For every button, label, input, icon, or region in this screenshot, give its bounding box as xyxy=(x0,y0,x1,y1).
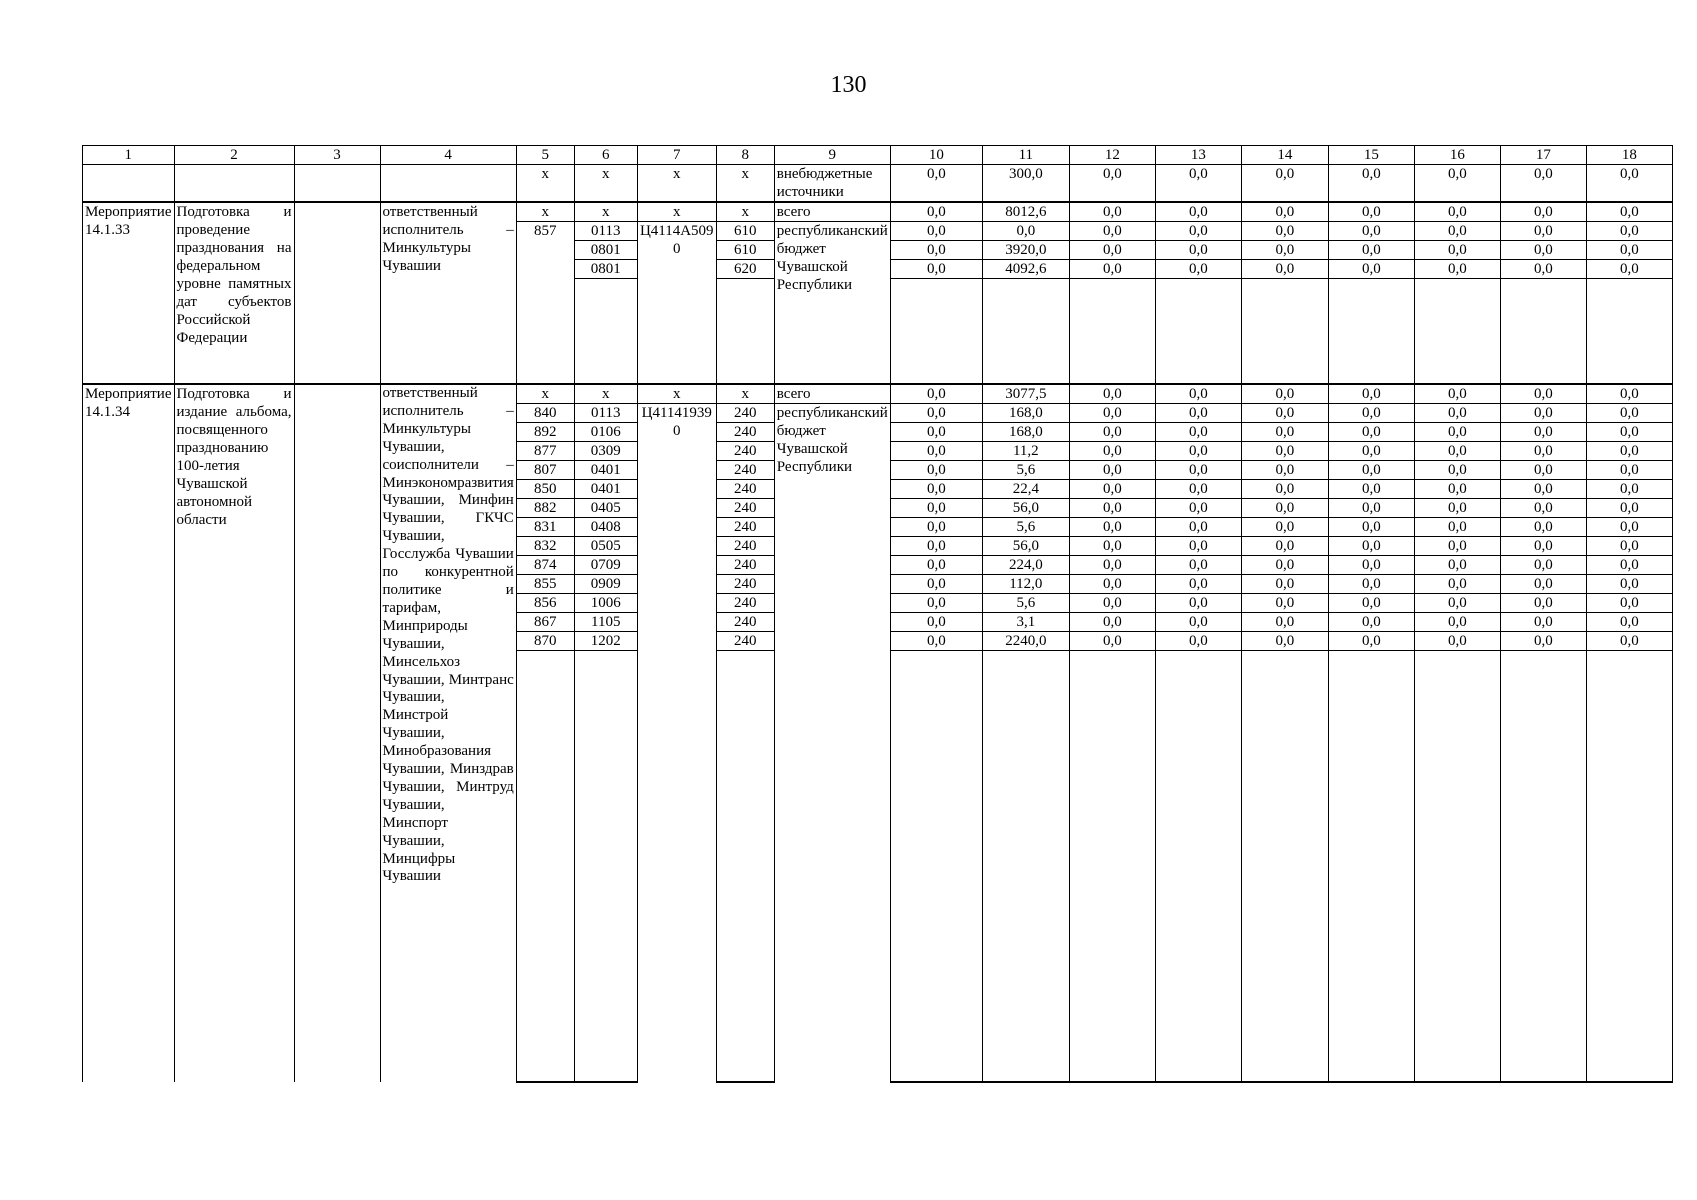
value-cell: 0,0 xyxy=(1586,575,1672,594)
value-cell: 0,0 xyxy=(1241,518,1328,537)
value-cell: 0,0 xyxy=(890,461,982,480)
value-cell: 0,0 xyxy=(1155,632,1241,651)
column-header: 12 xyxy=(1069,146,1155,165)
value-cell: 0,0 xyxy=(1069,499,1155,518)
value-cell: 0,0 xyxy=(1241,260,1328,279)
value-cell: 0,0 xyxy=(1069,461,1155,480)
value-cell: 0,0 xyxy=(1155,556,1241,575)
budget-table xyxy=(82,145,1673,1083)
expense-code: 240 xyxy=(716,556,774,575)
column-header: 18 xyxy=(1586,146,1672,165)
value-cell: 5,6 xyxy=(982,594,1069,613)
value-cell: 168,0 xyxy=(982,423,1069,442)
value-cell: 0,0 xyxy=(1155,202,1241,222)
value-cell: 0,0 xyxy=(1328,241,1414,260)
column-header: 8 xyxy=(716,146,774,165)
value-cell: 0,0 xyxy=(1241,423,1328,442)
section-code: 0113 xyxy=(574,222,637,241)
value-cell: 0,0 xyxy=(1500,165,1586,203)
gov-code: 840 xyxy=(516,404,574,423)
value-cell: 0,0 xyxy=(1414,202,1500,222)
value-cell: 224,0 xyxy=(982,556,1069,575)
value-cell: 0,0 xyxy=(1586,556,1672,575)
empty-cell xyxy=(1586,651,1672,1083)
value-cell: 0,0 xyxy=(1069,518,1155,537)
expense-code: 240 xyxy=(716,613,774,632)
value-cell: 4092,6 xyxy=(982,260,1069,279)
expense-code: 240 xyxy=(716,480,774,499)
value-cell: 0,0 xyxy=(1500,518,1586,537)
expense-code: 240 xyxy=(716,518,774,537)
expense-code: 610 xyxy=(716,241,774,260)
section-code: 0505 xyxy=(574,537,637,556)
value-cell: 0,0 xyxy=(1586,260,1672,279)
empty-cell xyxy=(982,651,1069,1083)
empty-cell xyxy=(1500,651,1586,1083)
value-cell: 0,0 xyxy=(1241,384,1328,404)
column-header: 9 xyxy=(774,146,890,165)
value-cell: 0,0 xyxy=(1155,384,1241,404)
section-code: 0405 xyxy=(574,499,637,518)
value-cell: 0,0 xyxy=(1241,480,1328,499)
column-header: 13 xyxy=(1155,146,1241,165)
value-cell: 0,0 xyxy=(890,404,982,423)
value-cell: 0,0 xyxy=(1155,241,1241,260)
empty-cell xyxy=(1414,651,1500,1083)
empty-cell xyxy=(1500,279,1586,385)
measure-number: Мероприятие 14.1.34 xyxy=(83,384,175,1082)
target-code: Ц4114А5090 xyxy=(637,222,716,385)
value-cell: 0,0 xyxy=(1500,404,1586,423)
value-cell: 22,4 xyxy=(982,480,1069,499)
value-cell: 0,0 xyxy=(1069,384,1155,404)
source-total: всего xyxy=(774,384,890,404)
value-cell: 0,0 xyxy=(1414,594,1500,613)
value-cell: 0,0 xyxy=(1069,165,1155,203)
value-cell: 0,0 xyxy=(890,518,982,537)
section-code: 0909 xyxy=(574,575,637,594)
gov-code: 832 xyxy=(516,537,574,556)
value-cell: 0,0 xyxy=(1328,613,1414,632)
value-cell: 0,0 xyxy=(1500,222,1586,241)
value-cell: 0,0 xyxy=(1069,404,1155,423)
table-row xyxy=(83,384,1673,404)
empty-cell xyxy=(1328,651,1414,1083)
value-cell: 0,0 xyxy=(1069,594,1155,613)
value-cell: 0,0 xyxy=(890,594,982,613)
gov-code: 856 xyxy=(516,594,574,613)
code-cell: x xyxy=(637,384,716,404)
value-cell: 2240,0 xyxy=(982,632,1069,651)
value-cell: 0,0 xyxy=(982,222,1069,241)
expense-code: 620 xyxy=(716,260,774,279)
value-cell: 0,0 xyxy=(1586,613,1672,632)
value-cell: 0,0 xyxy=(1155,442,1241,461)
column-header: 3 xyxy=(294,146,380,165)
value-cell: 112,0 xyxy=(982,575,1069,594)
value-cell: 0,0 xyxy=(1414,260,1500,279)
column-header: 6 xyxy=(574,146,637,165)
code-cell: x xyxy=(716,384,774,404)
value-cell: 0,0 xyxy=(1414,518,1500,537)
column-header: 10 xyxy=(890,146,982,165)
source-total: всего xyxy=(774,202,890,222)
value-cell: 0,0 xyxy=(890,480,982,499)
value-cell: 0,0 xyxy=(1241,556,1328,575)
value-cell: 0,0 xyxy=(1241,575,1328,594)
table-row xyxy=(83,146,1673,165)
value-cell: 0,0 xyxy=(1328,202,1414,222)
value-cell: 0,0 xyxy=(890,556,982,575)
value-cell: 0,0 xyxy=(1241,499,1328,518)
value-cell: 0,0 xyxy=(1500,442,1586,461)
value-cell: 0,0 xyxy=(1414,556,1500,575)
value-cell: 0,0 xyxy=(1069,632,1155,651)
code-cell: x xyxy=(637,165,716,203)
gov-code: 807 xyxy=(516,461,574,480)
code-cell: x xyxy=(716,165,774,203)
expense-code: 240 xyxy=(716,632,774,651)
value-cell: 0,0 xyxy=(1069,423,1155,442)
section-code: 0709 xyxy=(574,556,637,575)
value-cell: 0,0 xyxy=(1328,518,1414,537)
value-cell: 0,0 xyxy=(1500,632,1586,651)
value-cell: 0,0 xyxy=(1328,260,1414,279)
value-cell: 0,0 xyxy=(1155,480,1241,499)
value-cell: 0,0 xyxy=(1241,241,1328,260)
value-cell: 300,0 xyxy=(982,165,1069,203)
value-cell: 0,0 xyxy=(1155,499,1241,518)
value-cell: 0,0 xyxy=(1241,442,1328,461)
gov-code: 892 xyxy=(516,423,574,442)
value-cell: 0,0 xyxy=(890,575,982,594)
value-cell: 0,0 xyxy=(1414,222,1500,241)
gov-code: 874 xyxy=(516,556,574,575)
section-code: 1105 xyxy=(574,613,637,632)
value-cell: 0,0 xyxy=(1241,537,1328,556)
value-cell: 0,0 xyxy=(1500,499,1586,518)
value-cell: 3,1 xyxy=(982,613,1069,632)
section-code: 0801 xyxy=(574,241,637,260)
source-cell: внебюджетные источники xyxy=(774,165,890,203)
empty-cell xyxy=(294,202,380,384)
page-number: 130 xyxy=(830,72,867,98)
empty-cell xyxy=(516,651,574,1083)
gov-code: 870 xyxy=(516,632,574,651)
value-cell: 0,0 xyxy=(1328,499,1414,518)
value-cell: 0,0 xyxy=(1500,461,1586,480)
code-cell: x xyxy=(574,202,637,222)
gov-code: 855 xyxy=(516,575,574,594)
value-cell: 0,0 xyxy=(1328,632,1414,651)
value-cell: 0,0 xyxy=(1155,575,1241,594)
value-cell: 0,0 xyxy=(1069,556,1155,575)
value-cell: 0,0 xyxy=(1586,632,1672,651)
value-cell: 0,0 xyxy=(1500,423,1586,442)
gov-code: 831 xyxy=(516,518,574,537)
value-cell: 0,0 xyxy=(1586,384,1672,404)
value-cell: 0,0 xyxy=(890,202,982,222)
value-cell: 0,0 xyxy=(1241,202,1328,222)
value-cell: 0,0 xyxy=(1500,575,1586,594)
gov-code: 877 xyxy=(516,442,574,461)
value-cell: 0,0 xyxy=(1328,575,1414,594)
section-code: 1006 xyxy=(574,594,637,613)
value-cell: 0,0 xyxy=(1069,613,1155,632)
value-cell: 0,0 xyxy=(890,537,982,556)
expense-code: 240 xyxy=(716,594,774,613)
section-code: 0408 xyxy=(574,518,637,537)
value-cell: 3077,5 xyxy=(982,384,1069,404)
value-cell: 0,0 xyxy=(1586,404,1672,423)
value-cell: 0,0 xyxy=(1586,165,1672,203)
table-row xyxy=(83,202,1673,222)
value-cell: 0,0 xyxy=(1586,480,1672,499)
value-cell: 0,0 xyxy=(1241,461,1328,480)
value-cell: 0,0 xyxy=(1241,404,1328,423)
expense-code: 240 xyxy=(716,423,774,442)
section-code: 0106 xyxy=(574,423,637,442)
value-cell: 0,0 xyxy=(1500,594,1586,613)
expense-code: 240 xyxy=(716,442,774,461)
value-cell: 0,0 xyxy=(1241,613,1328,632)
value-cell: 0,0 xyxy=(1586,518,1672,537)
empty-cell xyxy=(1328,279,1414,385)
value-cell: 0,0 xyxy=(1586,202,1672,222)
value-cell: 0,0 xyxy=(1069,442,1155,461)
value-cell: 0,0 xyxy=(1328,384,1414,404)
column-header: 17 xyxy=(1500,146,1586,165)
expense-code: 610 xyxy=(716,222,774,241)
empty-cell xyxy=(1414,279,1500,385)
value-cell: 0,0 xyxy=(890,260,982,279)
value-cell: 0,0 xyxy=(1069,222,1155,241)
empty-cell xyxy=(1586,279,1672,385)
code-cell: x xyxy=(516,165,574,203)
empty-cell xyxy=(1069,651,1155,1083)
value-cell: 56,0 xyxy=(982,499,1069,518)
value-cell: 0,0 xyxy=(1155,613,1241,632)
code-cell: x xyxy=(637,202,716,222)
value-cell: 0,0 xyxy=(1500,537,1586,556)
code-cell: x xyxy=(516,202,574,222)
section-code: 0113 xyxy=(574,404,637,423)
value-cell: 0,0 xyxy=(1328,461,1414,480)
empty-cell xyxy=(890,651,982,1083)
value-cell: 0,0 xyxy=(1414,632,1500,651)
column-header: 16 xyxy=(1414,146,1500,165)
value-cell: 3920,0 xyxy=(982,241,1069,260)
value-cell: 0,0 xyxy=(1155,404,1241,423)
empty-cell xyxy=(294,384,380,1082)
value-cell: 0,0 xyxy=(1414,613,1500,632)
value-cell: 56,0 xyxy=(982,537,1069,556)
value-cell: 0,0 xyxy=(1500,202,1586,222)
value-cell: 168,0 xyxy=(982,404,1069,423)
value-cell: 0,0 xyxy=(890,632,982,651)
value-cell: 0,0 xyxy=(1328,537,1414,556)
value-cell: 0,0 xyxy=(890,442,982,461)
value-cell: 0,0 xyxy=(1069,480,1155,499)
empty-cell xyxy=(1241,279,1328,385)
target-code: Ц411419390 xyxy=(637,404,716,1083)
empty-cell xyxy=(1241,651,1328,1083)
value-cell: 0,0 xyxy=(1328,423,1414,442)
expense-code: 240 xyxy=(716,537,774,556)
value-cell: 0,0 xyxy=(1500,556,1586,575)
value-cell: 0,0 xyxy=(1155,260,1241,279)
value-cell: 0,0 xyxy=(1586,537,1672,556)
code-cell: x xyxy=(716,202,774,222)
section-code: 1202 xyxy=(574,632,637,651)
expense-code: 240 xyxy=(716,461,774,480)
empty-cell xyxy=(716,651,774,1083)
value-cell: 0,0 xyxy=(890,384,982,404)
value-cell: 0,0 xyxy=(1241,632,1328,651)
source-budget: республиканский бюджет Чувашской Республики xyxy=(774,404,890,1083)
measure-number: Мероприятие 14.1.33 xyxy=(83,202,175,384)
gov-code: 850 xyxy=(516,480,574,499)
column-header: 11 xyxy=(982,146,1069,165)
expense-code: 240 xyxy=(716,404,774,423)
empty-cell xyxy=(294,165,380,203)
measure-title: Подготовка и издание альбома, посвященного празднованию 100-летия Чувашской автономной области xyxy=(174,384,294,1082)
value-cell: 0,0 xyxy=(1069,537,1155,556)
value-cell: 0,0 xyxy=(1241,165,1328,203)
value-cell: 0,0 xyxy=(1241,222,1328,241)
value-cell: 0,0 xyxy=(1241,594,1328,613)
value-cell: 0,0 xyxy=(1500,480,1586,499)
column-header: 1 xyxy=(83,146,175,165)
value-cell: 0,0 xyxy=(890,241,982,260)
section-code: 0309 xyxy=(574,442,637,461)
empty-cell xyxy=(83,165,175,203)
value-cell: 0,0 xyxy=(1155,518,1241,537)
expense-code: 240 xyxy=(716,499,774,518)
source-budget: республиканский бюджет Чувашской Республики xyxy=(774,222,890,385)
empty-cell xyxy=(1155,279,1241,385)
value-cell: 0,0 xyxy=(1500,241,1586,260)
value-cell: 0,0 xyxy=(1328,442,1414,461)
empty-cell xyxy=(574,279,637,385)
responsible-executor: ответственный исполнитель – Минкультуры Чувашии xyxy=(380,202,516,384)
value-cell: 0,0 xyxy=(1069,241,1155,260)
column-header: 5 xyxy=(516,146,574,165)
column-header: 4 xyxy=(380,146,516,165)
value-cell: 0,0 xyxy=(1414,575,1500,594)
code-cell: x xyxy=(516,384,574,404)
value-cell: 0,0 xyxy=(1414,404,1500,423)
value-cell: 0,0 xyxy=(1328,556,1414,575)
section-code: 0801 xyxy=(574,260,637,279)
table-row xyxy=(83,165,1673,203)
value-cell: 0,0 xyxy=(1414,480,1500,499)
value-cell: 0,0 xyxy=(1328,480,1414,499)
value-cell: 0,0 xyxy=(1069,575,1155,594)
value-cell: 0,0 xyxy=(890,165,982,203)
gov-code: 867 xyxy=(516,613,574,632)
value-cell: 0,0 xyxy=(1155,461,1241,480)
column-header: 2 xyxy=(174,146,294,165)
value-cell: 0,0 xyxy=(890,222,982,241)
column-header: 15 xyxy=(1328,146,1414,165)
empty-cell xyxy=(174,165,294,203)
value-cell: 0,0 xyxy=(890,499,982,518)
column-header: 7 xyxy=(637,146,716,165)
empty-cell xyxy=(890,279,982,385)
value-cell: 0,0 xyxy=(1414,165,1500,203)
column-header: 14 xyxy=(1241,146,1328,165)
value-cell: 0,0 xyxy=(1328,594,1414,613)
gov-code: 882 xyxy=(516,499,574,518)
value-cell: 0,0 xyxy=(1328,165,1414,203)
value-cell: 0,0 xyxy=(1500,613,1586,632)
value-cell: 0,0 xyxy=(1500,384,1586,404)
value-cell: 0,0 xyxy=(1069,202,1155,222)
value-cell: 0,0 xyxy=(1586,222,1672,241)
code-cell: x xyxy=(574,384,637,404)
section-code: 0401 xyxy=(574,480,637,499)
value-cell: 0,0 xyxy=(1414,241,1500,260)
gov-code: 857 xyxy=(516,222,574,385)
value-cell: 0,0 xyxy=(1586,442,1672,461)
responsible-executor: ответственный исполнитель – Минкультуры Чувашии, соисполнители – Минэкономразвития Чувашии, Минфин Чувашии, ГКЧС Чувашии, Госслужба Чувашии по конкурентной политике и тарифам, Минприроды Чувашии, Минсельхоз Чувашии, Минтранс Чувашии, Минстрой Чувашии, Минобразования Чувашии, Минздрав Чувашии, Минтруд Чувашии, Минспорт Чувашии, Минцифры Чувашии xyxy=(380,384,516,1082)
code-cell: x xyxy=(574,165,637,203)
value-cell: 11,2 xyxy=(982,442,1069,461)
value-cell: 0,0 xyxy=(1586,594,1672,613)
value-cell: 0,0 xyxy=(1586,461,1672,480)
value-cell: 0,0 xyxy=(1155,537,1241,556)
value-cell: 0,0 xyxy=(890,613,982,632)
empty-cell xyxy=(1069,279,1155,385)
value-cell: 0,0 xyxy=(1414,499,1500,518)
value-cell: 0,0 xyxy=(1328,222,1414,241)
value-cell: 0,0 xyxy=(1328,404,1414,423)
value-cell: 5,6 xyxy=(982,518,1069,537)
measure-title: Подготовка и проведение празднования на федеральном уровне памятных дат субъектов Российской Федерации xyxy=(174,202,294,384)
value-cell: 0,0 xyxy=(1155,165,1241,203)
value-cell: 0,0 xyxy=(1155,594,1241,613)
value-cell: 0,0 xyxy=(1414,384,1500,404)
value-cell: 8012,6 xyxy=(982,202,1069,222)
empty-cell xyxy=(982,279,1069,385)
value-cell: 0,0 xyxy=(1155,222,1241,241)
value-cell: 0,0 xyxy=(1414,423,1500,442)
value-cell: 0,0 xyxy=(1586,241,1672,260)
value-cell: 5,6 xyxy=(982,461,1069,480)
value-cell: 0,0 xyxy=(1414,461,1500,480)
value-cell: 0,0 xyxy=(1155,423,1241,442)
empty-cell xyxy=(380,165,516,203)
value-cell: 0,0 xyxy=(1500,260,1586,279)
value-cell: 0,0 xyxy=(890,423,982,442)
empty-cell xyxy=(574,651,637,1083)
expense-code: 240 xyxy=(716,575,774,594)
section-code: 0401 xyxy=(574,461,637,480)
value-cell: 0,0 xyxy=(1414,442,1500,461)
value-cell: 0,0 xyxy=(1414,537,1500,556)
empty-cell xyxy=(716,279,774,385)
value-cell: 0,0 xyxy=(1586,499,1672,518)
empty-cell xyxy=(1155,651,1241,1083)
value-cell: 0,0 xyxy=(1586,423,1672,442)
value-cell: 0,0 xyxy=(1069,260,1155,279)
